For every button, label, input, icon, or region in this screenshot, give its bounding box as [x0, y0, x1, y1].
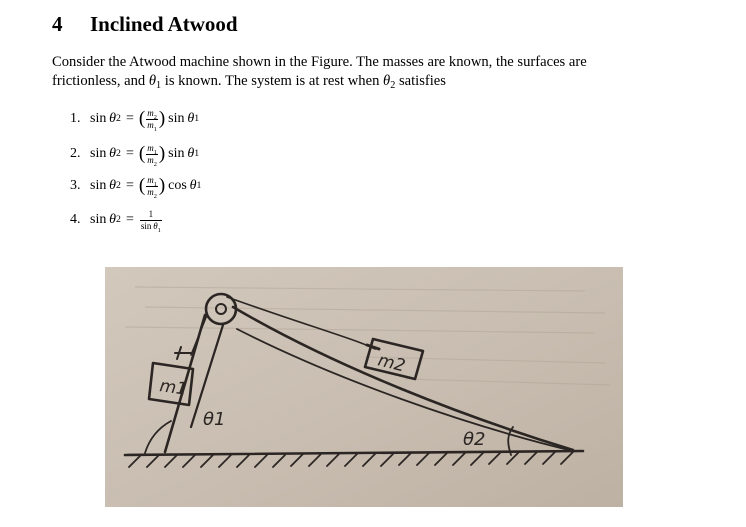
label-m2: m2: [375, 350, 408, 377]
fraction: [146, 142, 158, 168]
theta-symbol: θ: [109, 178, 117, 193]
subscript: 2: [153, 160, 157, 168]
section-heading: [52, 12, 238, 37]
atwood-drawing: [105, 267, 623, 507]
equals-sign: =: [125, 212, 134, 227]
problem-statement: [52, 53, 692, 91]
subscript: 1: [156, 80, 162, 91]
problem-text: satisfies: [395, 73, 446, 89]
problem-line-1: Consider the Atwood machine shown in the Figure. The masses are known, the surfaces are: [52, 54, 587, 70]
option-label: 4.: [70, 212, 81, 227]
problem-text: is known. The system is at rest when: [161, 73, 384, 89]
section-title: Inclined Atwood: [90, 12, 238, 36]
option-label: 3.: [70, 178, 81, 193]
theta-symbol: θ: [383, 73, 391, 89]
section-number: 4: [52, 12, 63, 36]
subscript: 1: [153, 180, 157, 188]
fraction: [146, 174, 158, 200]
theta-symbol: θ: [109, 111, 117, 126]
sin-text: sin: [90, 212, 107, 227]
subscript: 1: [153, 148, 157, 156]
theta-symbol: θ: [187, 111, 195, 126]
theta-symbol: θ: [153, 220, 158, 231]
sin-text: sin: [90, 178, 107, 193]
equals-sign: =: [125, 111, 134, 126]
atwood-figure: [105, 267, 623, 507]
option-label: 1.: [70, 111, 81, 126]
label-m1: m1: [158, 376, 189, 400]
fraction: [140, 208, 162, 234]
m-symbol: m: [147, 107, 154, 118]
theta-symbol: θ: [109, 146, 117, 161]
subscript: 1: [153, 125, 157, 133]
sin-text: sin: [90, 111, 107, 126]
sin-text: sin: [168, 146, 185, 161]
right-paren: ): [158, 174, 166, 196]
m-symbol: m: [147, 154, 154, 165]
theta-symbol: θ: [189, 178, 197, 193]
right-paren: ): [158, 142, 166, 164]
fraction: [146, 107, 158, 133]
theta-symbol: θ: [148, 73, 157, 89]
sin-text: sin: [90, 146, 107, 161]
m-symbol: m: [147, 174, 154, 185]
left-paren: (: [138, 142, 146, 164]
subscript: 1: [157, 226, 161, 234]
theta-symbol: θ: [187, 146, 195, 161]
option-label: 2.: [70, 146, 81, 161]
sin-text: sin: [140, 220, 152, 231]
left-paren: (: [138, 174, 146, 196]
subscript: 2: [153, 192, 157, 200]
subscript: 2: [153, 113, 157, 121]
equals-sign: =: [125, 146, 134, 161]
option-2: 2. sin θ 2 = ( $\frac{m_1}{m_2}$ ) sin θ 1: [70, 142, 200, 168]
sin-text: sin: [168, 111, 185, 126]
problem-line-2: [52, 72, 692, 91]
left-paren: (: [138, 107, 146, 129]
theta-symbol: θ: [109, 212, 117, 227]
cos-text: cos: [168, 178, 187, 193]
label-theta2: θ2: [463, 429, 486, 450]
option-3: 3. sin θ 2 = ( $\frac{m_1}{m_2}$ ) cos θ 1: [70, 174, 202, 200]
label-theta1: θ1: [203, 409, 226, 430]
problem-text: frictionless, and: [52, 73, 149, 89]
m-symbol: m: [147, 142, 154, 153]
m-symbol: m: [147, 186, 154, 197]
m-symbol: m: [147, 119, 154, 130]
right-paren: ): [158, 107, 166, 129]
numerator: 1: [148, 208, 154, 219]
option-1: 1. sin θ 2 = ( $\frac{m_2}{m_1}$ ) sin θ 1: [70, 107, 200, 133]
equals-sign: =: [125, 178, 134, 193]
subscript: 2: [390, 80, 396, 91]
option-4: 4. sin θ 2 = $\frac{1}{\sin \theta_1}$: [70, 208, 161, 234]
